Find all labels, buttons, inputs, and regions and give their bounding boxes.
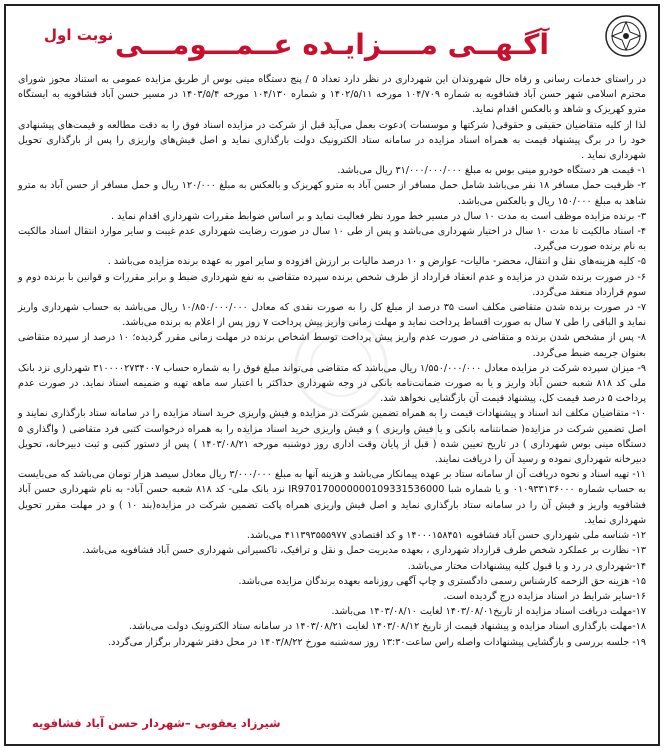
condition-item: ۱۱- تهیه اسناد و نحوه دریافت آن از سامانه ستاد بر عهده پیمانکار می‌باشد و هزینه آنها به مبلغ ۳/۰۰۰/۰۰۰ ریال معادل سیصد هزار تومان می‌باشد که می‌بایست به حساب شماره ۰۱۰۹۳۳۱۳۶۰۰۰ و یا شماره شبا IR970170000000109331536000 نزد بانک ملی- کد ۸۱۸ شعبه حسن آباد- به نام شهرداری حسن آباد فشافویه واریز و فیش آن را در سامانه ستاد بارگذاری نماید و اصل فیش واریزی همراه پاکت تضمین شرکت در مزایده(بند ۱۰ ) و در مهلت مقرر تحویل شهرداری نماید. bbox=[18, 469, 647, 526]
condition-item: ۵- کلیه هزینه‌های نقل و انتقال، محضر- مالیات- عوارض و ۱۰ درصد مالیات بر ارزش افزوده و سایر امور به عهده برنده مزایده می‌باشد . bbox=[107, 256, 646, 268]
condition-item: ۴- اسناد مالکیت تا مدت ۱۰ سال در اختیار شهرداری می‌باشد و پس از طی ۱۰ سال در صورت رضایت شهرداری عدم غیبت و سایر موارد انتقال اسناد مالکیت به نام برنده صورت می‌گیرد. bbox=[18, 226, 646, 253]
condition-item: ۱۰- متقاضیان مکلف اند اسناد و پیشنهادات قیمت را به همراه تضمین شرکت در مزایده و فیش واریزی خرید اسناد مزایده را در سامانه ستاد بارگذاری نمایند و اصل تضمین شرکت در مزایده( ضمانتنامه بانکی و یا فیش واریزی ) و فیش واریزی خرید اسناد مزایده را به همراه درخواست کتبی فرد متقاضی ( واگذاری ۵ دستگاه مینی بوس شهرداری ) در تاریخ تعیین شده ( قبل از پایان وقت اداری روز دوشنبه مورخه ۱۴۰۳/۰۸/۲۱ ) پس از دستور کتبی و ثبت دبیرخانه، تحویل دبیرخانه شهرداری نموده و رسید آن را دریافت نمایند. bbox=[18, 408, 647, 466]
condition-item: ۱۶-سایر شرایط در اسناد مزایده درج گردیده است. bbox=[443, 590, 646, 602]
condition-item: ۸- پس از مشخص شدن برنده و متقاضی در صورت عدم واریز پیش پرداخت توسط اشخاص برنده در مهلت زمانی مقرر گردیده؛ ۱۰ درصد از سپرده متقاضی بعنوان جریمه ضبط می‌گردد. bbox=[18, 332, 646, 359]
ad-body bbox=[18, 72, 646, 650]
condition-item: ۶- در صورت برنده شدن در مزایده و عدم انعقاد قرارداد از طرف شخص برنده سپرده متقاضی به نفع شهرداری ضبط و برابر مقررات و قوانین با برنده دوم و سوم قرارداد منعقد می‌گردد. bbox=[18, 271, 646, 298]
condition-item: ۱- قیمت هر دستگاه خودرو مینی بوس به مبلغ ۳۱/۰۰۰/۰۰۰/۰۰۰ ریال می‌باشد. bbox=[337, 165, 646, 177]
condition-item: ۲- ظرفیت حمل مسافر ۱۸ نفر می‌باشد شامل حمل مسافر از حسن آباد به مترو کهریزک و بالعکس به مبلغ ۱۲۰/۰۰۰ ریال و حمل مسافر از حسن آباد به مترو شاهد به مبلغ ۱۵۰/۰۰۰ ریال و بالعکس می‌باشد. bbox=[18, 180, 647, 207]
mayor-signature: شیرزاد یعقوبی –شهردار حسن آباد فشافویه bbox=[32, 716, 281, 730]
ad-title: آگـهــی مــــزایـده عــمـــومـــی bbox=[115, 28, 549, 61]
condition-item: ۱۲- شناسه ملی شهرداری حسن آباد فشافویه ۱۴۰۰۰۱۵۸۴۵۱ و کد اقتصادی ۴۱۱۳۹۳۵۵۵۹۷۷ می‌باشد. bbox=[246, 530, 646, 542]
condition-item: ۱۹- جلسه بررسی و بازگشایی پیشنهادات واصله راس ساعت۱۳:۳۰ روز سه‌شنبه مورخ ۱۴۰۳/۸/۲۲ در محل دفتر شهردار برگزار می‌گردد. bbox=[108, 636, 646, 648]
invite-paragraph: لذا از کلیه متقاضیان حقیقی و حقوقی( شرکتها و موسسات )دعوت بعمل می‌آید قبل از شرکت در مزایده اسناد فوق را به دقت مطالعه و قیمت‌های پیشنهادی خود را در برگ پیشنهاد قیمت به همراه اسناد مزایده در سامانه ستاد الکترونیک دولت بارگذاری نماید و اصل فیش‌های واریزی را پس از بارگذاری تحویل شهرداری نماید . bbox=[18, 119, 646, 162]
ad-page bbox=[4, 4, 660, 746]
intro-paragraph: در راستای خدمات رسانی و رفاه حال شهروندان این شهرداری در نظر دارد تعداد ۵ / پنج دستگاه مینی بوس از طریق مزایده عمومی به استناد مجوز شورای محترم اسلامی شهر حسن آباد فشافویه به شماره ۱۰۴/۷۰۹ مورخه ۱۴۰۲/۵/۱۱ و شماره ۱۰۴/۱۳۰ مورخه ۱۴۰۳/۵/۴ در مسیر حسن آباد فشافویه به ایستگاه مترو کهریزک و شاهد و بالعکس اقدام نماید. bbox=[18, 74, 647, 116]
condition-item: ۱۸-مهلت بارگذاری اسناد مزایده و پیشنهاد قیمت از تاریخ ۱۴۰۳/۰۸/۱۲ لغایت ۱۴۰۳/۰۸/۲۱ در سامانه ستاد الکترونیک دولت می‌باشد. bbox=[129, 621, 646, 633]
condition-item: ۱۷-مهلت دریافت اسناد مزایده از تاریخ۱۴۰۳/۰۸/۰۱ لغایت ۱۴۰۳/۰۸/۱۰ می‌باشد. bbox=[331, 606, 646, 618]
condition-item: ۳- برنده مزایده موظف است به مدت ۱۰ سال در مسیر خط مورد نظر فعالیت نماید و بر اساس ضوابط مقررات شهرداری اقدام نماید . bbox=[111, 210, 646, 222]
condition-item: ۱۳- نظارت بر عملکرد شخص طرف قرارداد شهرداری ، بعهده مدیریت حمل و نقل و ترافیک، تاکسیرانی شهرداری حسن آباد فشافویه می‌باشد. bbox=[82, 545, 646, 557]
condition-item: ۱۵- هزینه حق الزحمه کارشناس رسمی دادگستری و چاپ آگهی روزنامه بعهده برندگان مزایده می‌باشد. bbox=[238, 575, 646, 587]
condition-item: ۷- در صورت برنده شدن متقاضی مکلف است ۳۵ درصد از مبلغ کل را به صورت نقدی که معادل ۱۰/۸۵۰/۰۰۰/۰۰۰ ریال می‌باشد به حساب شهرداری واریز نماید و الباقی را طی ۷ سال به صورت اقساط پرداخت نماید و مهلت زمانی واریز پیش پرداخت ۷ روز پس از اعلام به برنده می‌باشد. bbox=[18, 302, 646, 329]
round-label: نوبت اول bbox=[44, 26, 114, 44]
condition-item: ۱۴-شهرداری در رد و یا قبول کلیه پیشنهادات مختار می‌باشد. bbox=[407, 560, 646, 572]
condition-item: ۹- میزان سپرده شرکت در مزایده معادل ۱/۵۵۰/۰۰۰/۰۰۰ ریال می‌باشد که متقاضی می‌تواند مبلغ فوق را به شماره حساب ۳۱۰۰۰۰۲۷۳۴۰۰۷ شهرداری نزد بانک ملی کد ۸۱۸ شعبه حسن آباد واریز و یا به صورت ضمانت‌نامه بانکی در وجه شهرداری حداکثر با اعتبار سه ماهه تهیه و ضمیمه اسناد نماید. در صورت عدم پرداخت ۵ درصد قیمت کل، پیشنهاد قیمت آن بازگشایی نخواهد شد. bbox=[18, 362, 646, 405]
